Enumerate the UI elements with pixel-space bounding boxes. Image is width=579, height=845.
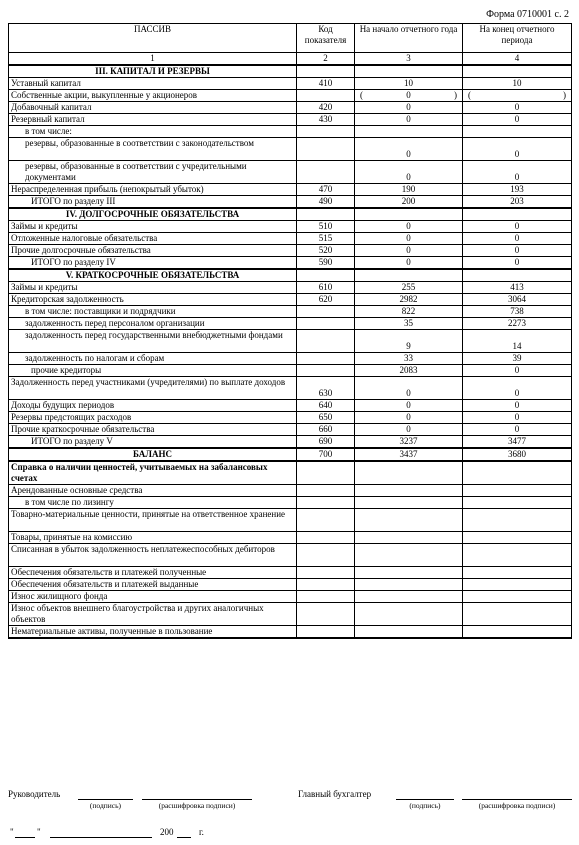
row-start	[355, 509, 463, 532]
table-row	[9, 78, 572, 90]
parenthesized-value	[357, 90, 460, 101]
table-row	[9, 579, 572, 591]
chief-decode-caption: (расшифровка подписи)	[478, 801, 556, 810]
row-code: 660	[297, 424, 355, 436]
row-end: 413	[463, 282, 572, 294]
row-start: 0	[355, 257, 463, 270]
row-label: Товары, принятые на комиссию	[9, 532, 297, 544]
table-row	[9, 114, 572, 126]
row-label: Прочие долгосрочные обязательства	[9, 245, 297, 257]
row-code	[297, 532, 355, 544]
row-start: 200	[355, 196, 463, 209]
row-label: Займы и кредиты	[9, 282, 297, 294]
table-row	[9, 400, 572, 412]
row-end	[463, 497, 572, 509]
row-code: 430	[297, 114, 355, 126]
row-label: ИТОГО по разделу V	[9, 436, 297, 449]
table-row	[9, 102, 572, 114]
row-code: 515	[297, 233, 355, 245]
row-end	[463, 626, 572, 638]
table-row	[9, 90, 572, 102]
row-end: 39	[463, 353, 572, 365]
row-code	[297, 497, 355, 509]
row-label: Обеспечения обязательств и платежей полученные	[9, 567, 297, 579]
row-end	[463, 603, 572, 626]
row-label: Износ объектов внешнего благоустройства и других аналогичных объектов	[9, 603, 297, 626]
row-end: 10	[463, 78, 572, 90]
row-end	[463, 509, 572, 532]
row-label	[9, 638, 297, 639]
row-label: резервы, образованные в соответствии с законодательством	[9, 138, 297, 161]
row-end: 0	[463, 221, 572, 233]
row-end	[463, 567, 572, 579]
table-row	[9, 257, 572, 270]
row-end: 2273	[463, 318, 572, 330]
row-label: задолженность перед государственными внебюджетными фондами	[9, 330, 297, 353]
table-row	[9, 306, 572, 318]
row-label: Износ жилищного фонда	[9, 591, 297, 603]
row-start	[355, 591, 463, 603]
col-num-4: 4	[463, 53, 572, 66]
row-code: 590	[297, 257, 355, 270]
header-end: На конец отчетного периода	[463, 24, 572, 53]
row-label: Доходы будущих периодов	[9, 400, 297, 412]
row-code: 520	[297, 245, 355, 257]
table-row	[9, 208, 572, 221]
row-start: 33	[355, 353, 463, 365]
date-year-suffix: г.	[199, 827, 204, 837]
row-end: 0	[463, 114, 572, 126]
table-row	[9, 126, 572, 138]
row-code	[297, 603, 355, 626]
row-start: 0	[355, 245, 463, 257]
table-row	[9, 65, 572, 78]
row-code: 470	[297, 184, 355, 196]
row-end	[463, 65, 572, 78]
row-label: V. КРАТКОСРОЧНЫЕ ОБЯЗАТЕЛЬСТВА	[9, 269, 297, 282]
row-code: 610	[297, 282, 355, 294]
date-year-line[interactable]	[177, 837, 191, 838]
table-row	[9, 377, 572, 400]
column-number-row	[9, 53, 572, 66]
header-liabilities: ПАССИВ	[9, 24, 297, 53]
row-start: 0	[355, 102, 463, 114]
col-num-3: 3	[355, 53, 463, 66]
table-row	[9, 196, 572, 209]
header-start: На начало отчетного года	[355, 24, 463, 53]
table-row	[9, 269, 572, 282]
date-day-line[interactable]	[15, 837, 35, 838]
head-sign-line[interactable]	[78, 799, 133, 800]
value	[471, 90, 563, 101]
row-start	[355, 90, 463, 102]
row-end	[463, 638, 572, 639]
row-start: 2083	[355, 365, 463, 377]
open-paren: (	[360, 90, 363, 100]
row-end: 3680	[463, 448, 572, 461]
table-row	[9, 138, 572, 161]
row-label: Задолженность перед участниками (учредителями) по выплате доходов	[9, 377, 297, 400]
table-row	[9, 412, 572, 424]
row-end: 0	[463, 365, 572, 377]
row-code	[297, 567, 355, 579]
table-row	[9, 448, 572, 461]
row-code	[297, 509, 355, 532]
row-code	[297, 638, 355, 639]
value: 0	[406, 90, 411, 100]
row-start: 0	[355, 233, 463, 245]
row-end	[463, 90, 572, 102]
row-end: 0	[463, 377, 572, 400]
table-row	[9, 245, 572, 257]
row-end	[463, 591, 572, 603]
table-row	[9, 436, 572, 449]
col-num-1: 1	[9, 53, 297, 66]
row-code	[297, 330, 355, 353]
date-month-line[interactable]	[50, 837, 152, 838]
row-end	[463, 544, 572, 567]
table-row	[9, 318, 572, 330]
row-label: Собственные акции, выкупленные у акционеров	[9, 90, 297, 102]
row-end: 203	[463, 196, 572, 209]
table-row	[9, 485, 572, 497]
row-code	[297, 90, 355, 102]
row-start: 0	[355, 114, 463, 126]
row-start	[355, 638, 463, 639]
table-row	[9, 365, 572, 377]
row-label: Справка о наличии ценностей, учитываемых на забалансовых счетах	[9, 461, 297, 485]
table-row	[9, 626, 572, 638]
table-row	[9, 591, 572, 603]
row-code: 420	[297, 102, 355, 114]
table-header-row	[9, 24, 572, 53]
row-start: 0	[355, 221, 463, 233]
row-label: Товарно-материальные ценности, принятые на ответственное хранение	[9, 509, 297, 532]
row-label: Нераспределенная прибыль (непокрытый убыток)	[9, 184, 297, 196]
close-paren: )	[454, 90, 457, 100]
row-end: 0	[463, 161, 572, 184]
table-row	[9, 461, 572, 485]
row-end: 0	[463, 245, 572, 257]
row-start: 0	[355, 412, 463, 424]
row-label: БАЛАНС	[9, 448, 297, 461]
balance-liabilities-table	[8, 23, 572, 639]
row-label: Резервный капитал	[9, 114, 297, 126]
table-row	[9, 294, 572, 306]
row-code	[297, 208, 355, 221]
table-body	[9, 65, 572, 639]
row-label: в том числе: поставщики и подрядчики	[9, 306, 297, 318]
head-decode-caption: (расшифровка подписи)	[158, 801, 236, 810]
row-code: 410	[297, 78, 355, 90]
row-label: в том числе по лизингу	[9, 497, 297, 509]
row-end: 193	[463, 184, 572, 196]
row-code: 690	[297, 436, 355, 449]
row-end	[463, 461, 572, 485]
row-start	[355, 461, 463, 485]
row-label: задолженность перед персоналом организации	[9, 318, 297, 330]
row-code	[297, 365, 355, 377]
row-code: 510	[297, 221, 355, 233]
row-start	[355, 626, 463, 638]
row-code: 630	[297, 377, 355, 400]
row-label: Арендованные основные средства	[9, 485, 297, 497]
row-label: Обеспечения обязательств и платежей выданные	[9, 579, 297, 591]
row-start	[355, 497, 463, 509]
row-end: 14	[463, 330, 572, 353]
table-row	[9, 603, 572, 626]
row-start: 0	[355, 138, 463, 161]
row-start: 190	[355, 184, 463, 196]
row-start: 0	[355, 161, 463, 184]
row-label: Займы и кредиты	[9, 221, 297, 233]
chief-sign-caption: (подпись)	[409, 801, 441, 810]
date-open-quote: "	[10, 827, 14, 837]
row-code	[297, 318, 355, 330]
table-row	[9, 544, 572, 567]
table-row	[9, 497, 572, 509]
parenthesized-value	[465, 90, 569, 101]
row-start: 2982	[355, 294, 463, 306]
row-label: Кредиторская задолженность	[9, 294, 297, 306]
row-label: Уставный капитал	[9, 78, 297, 90]
row-label: ИТОГО по разделу IV	[9, 257, 297, 270]
table-row	[9, 184, 572, 196]
row-end: 0	[463, 257, 572, 270]
row-start	[355, 579, 463, 591]
chief-accountant-label: Главный бухгалтер	[298, 789, 372, 799]
row-code: 640	[297, 400, 355, 412]
row-code	[297, 591, 355, 603]
row-label: Прочие краткосрочные обязательства	[9, 424, 297, 436]
row-code	[297, 269, 355, 282]
row-start	[355, 126, 463, 138]
row-start: 9	[355, 330, 463, 353]
form-number: Форма 0710001 с. 2	[486, 9, 569, 20]
row-label: задолженность по налогам и сборам	[9, 353, 297, 365]
row-start	[355, 567, 463, 579]
row-start	[355, 269, 463, 282]
row-start: 3237	[355, 436, 463, 449]
table-row	[9, 532, 572, 544]
table-row	[9, 233, 572, 245]
head-sign-caption: (подпись)	[89, 801, 122, 810]
row-code	[297, 579, 355, 591]
chief-decode-line[interactable]	[462, 799, 572, 800]
row-end: 0	[463, 138, 572, 161]
table-row	[9, 509, 572, 532]
row-label: IV. ДОЛГОСРОЧНЫЕ ОБЯЗАТЕЛЬСТВА	[9, 208, 297, 221]
row-start: 35	[355, 318, 463, 330]
row-start	[355, 65, 463, 78]
row-code	[297, 461, 355, 485]
row-code: 650	[297, 412, 355, 424]
row-label: Добавочный капитал	[9, 102, 297, 114]
date-year: 200	[160, 827, 174, 837]
row-label: в том числе:	[9, 126, 297, 138]
table-row	[9, 567, 572, 579]
row-start: 822	[355, 306, 463, 318]
table-row	[9, 221, 572, 233]
row-code	[297, 306, 355, 318]
row-start	[355, 485, 463, 497]
close-paren: )	[563, 90, 566, 100]
row-start	[355, 544, 463, 567]
row-code	[297, 65, 355, 78]
row-label: ИТОГО по разделу III	[9, 196, 297, 209]
row-end	[463, 485, 572, 497]
row-label: резервы, образованные в соответствии с учредительными документами	[9, 161, 297, 184]
table-row	[9, 638, 572, 639]
row-label: Нематериальные активы, полученные в пользование	[9, 626, 297, 638]
row-end: 738	[463, 306, 572, 318]
table-row	[9, 424, 572, 436]
head-label: Руководитель	[8, 789, 61, 799]
row-label: III. КАПИТАЛ И РЕЗЕРВЫ	[9, 65, 297, 78]
row-code	[297, 485, 355, 497]
row-end: 0	[463, 233, 572, 245]
row-start	[355, 532, 463, 544]
row-code: 490	[297, 196, 355, 209]
row-end	[463, 269, 572, 282]
row-end	[463, 532, 572, 544]
row-end: 3477	[463, 436, 572, 449]
row-start: 0	[355, 424, 463, 436]
row-label: Резервы предстоящих расходов	[9, 412, 297, 424]
col-num-2: 2	[297, 53, 355, 66]
row-start	[355, 208, 463, 221]
row-code: 620	[297, 294, 355, 306]
header-code: Код показателя	[297, 24, 355, 53]
row-start: 0	[355, 377, 463, 400]
table-row	[9, 161, 572, 184]
row-code	[297, 161, 355, 184]
row-end	[463, 126, 572, 138]
table-row	[9, 330, 572, 353]
head-decode-line[interactable]	[142, 799, 252, 800]
row-start: 255	[355, 282, 463, 294]
row-end: 0	[463, 400, 572, 412]
open-paren: (	[468, 90, 471, 100]
row-code	[297, 626, 355, 638]
row-end: 0	[463, 412, 572, 424]
row-code	[297, 126, 355, 138]
table-row	[9, 282, 572, 294]
row-label: прочие кредиторы	[9, 365, 297, 377]
row-start: 10	[355, 78, 463, 90]
row-start	[355, 603, 463, 626]
row-start: 3437	[355, 448, 463, 461]
table-row	[9, 353, 572, 365]
row-code: 700	[297, 448, 355, 461]
row-end: 3064	[463, 294, 572, 306]
row-code	[297, 544, 355, 567]
row-label: Отложенные налоговые обязательства	[9, 233, 297, 245]
row-start: 0	[355, 400, 463, 412]
row-code	[297, 138, 355, 161]
row-code	[297, 353, 355, 365]
date-close-quote: "	[37, 827, 41, 837]
row-end	[463, 579, 572, 591]
row-label: Списанная в убыток задолженность неплатежеспособных дебиторов	[9, 544, 297, 567]
row-end: 0	[463, 424, 572, 436]
row-end	[463, 208, 572, 221]
chief-sign-line[interactable]	[396, 799, 454, 800]
row-end: 0	[463, 102, 572, 114]
